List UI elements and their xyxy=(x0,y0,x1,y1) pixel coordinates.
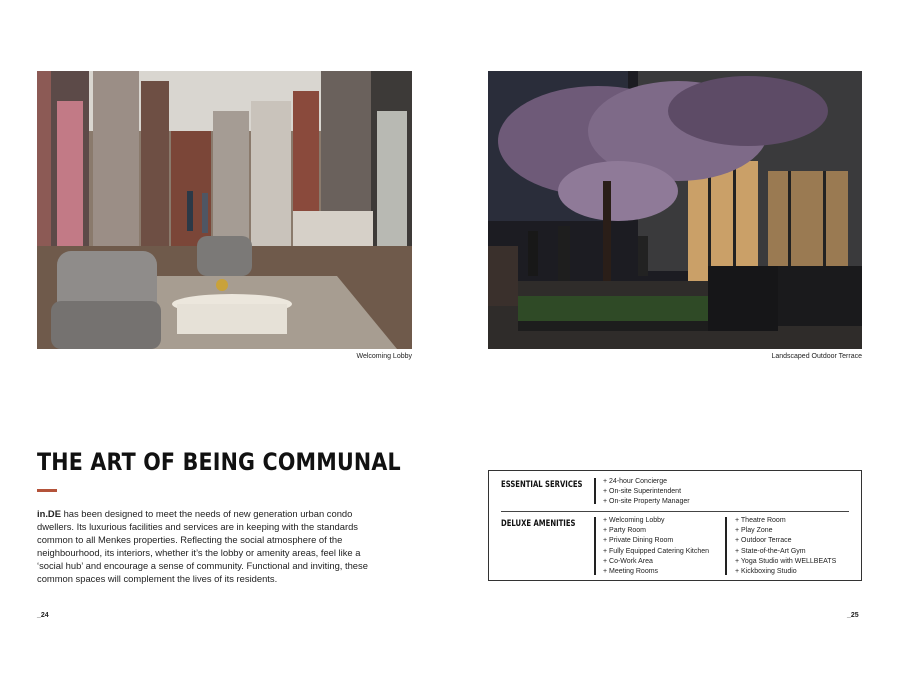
list-item: + Welcoming Lobby xyxy=(603,517,665,524)
accent-bar xyxy=(37,489,57,492)
list-item: + Co-Work Area xyxy=(603,557,653,565)
deluxe-amenities-title: DELUXE AMENITIES xyxy=(501,518,576,528)
list-item: + Kickboxing Studio xyxy=(735,568,797,576)
essential-divider xyxy=(594,478,596,504)
list-item: + Party Room xyxy=(603,527,646,535)
deluxe-divider xyxy=(594,517,596,575)
page-number-right: _25 xyxy=(847,612,859,619)
page-heading: THE ART OF BEING COMMUNAL xyxy=(37,448,401,476)
lobby-photo xyxy=(37,71,412,349)
deluxe-column-divider xyxy=(725,517,727,575)
list-item: + Yoga Studio with WELLBEATS xyxy=(735,557,837,565)
list-item: + Outdoor Terrace xyxy=(735,537,792,545)
amenities-box xyxy=(488,470,862,581)
list-item: + Theatre Room xyxy=(735,517,786,524)
essential-services-list xyxy=(603,477,690,508)
deluxe-amenities-col1 xyxy=(603,516,709,577)
list-item: + State-of-the-Art Gym xyxy=(735,547,806,555)
terrace-photo xyxy=(488,71,862,349)
body-paragraph xyxy=(37,507,377,585)
list-item: + Private Dining Room xyxy=(603,537,674,545)
brand-name: in.DE xyxy=(37,508,61,519)
page-number-left: _24 xyxy=(37,612,49,619)
lobby-caption: Welcoming Lobby xyxy=(356,353,412,360)
list-item: + On-site Superintendent xyxy=(603,488,682,496)
section-divider xyxy=(501,511,849,512)
list-item: + On-site Property Manager xyxy=(603,498,690,506)
list-item: + Meeting Rooms xyxy=(603,568,659,576)
deluxe-amenities-col2 xyxy=(735,516,836,577)
list-item: + Play Zone xyxy=(735,527,773,535)
list-item: + Fully Equipped Catering Kitchen xyxy=(603,547,710,555)
list-item: + 24-hour Concierge xyxy=(603,478,668,485)
body-text: has been designed to meet the needs of new generation urban condo dwellers. Its luxurious facilities and services are in keeping with the standards common to all Menkes properties. Reflecting the social atmosphere of the neighbourhood, its interiors, whether it’s the lobby or amenity areas, feel like a ‘social hub’ and encourage a sense of community. Functional and inviting, these common spaces will complement the lives of its residents. xyxy=(37,508,368,584)
essential-services-title: ESSENTIAL SERVICES xyxy=(501,479,583,489)
terrace-caption: Landscaped Outdoor Terrace xyxy=(771,353,862,360)
